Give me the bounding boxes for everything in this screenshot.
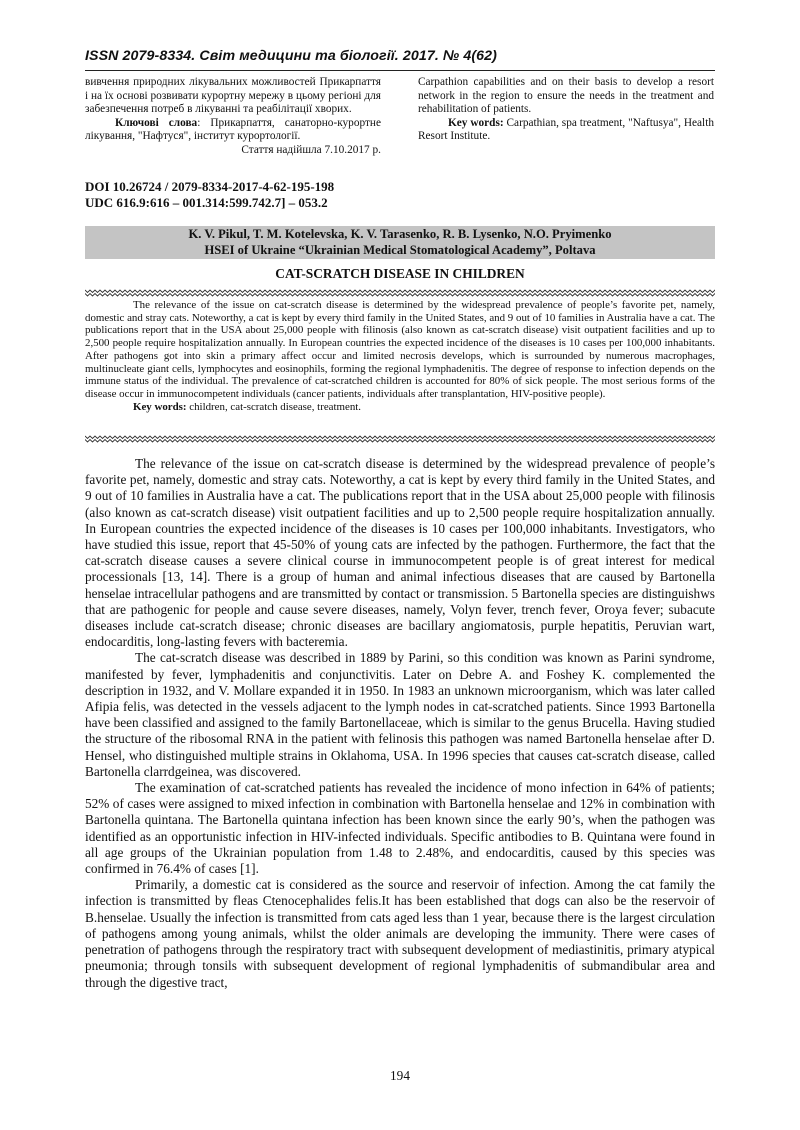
udc: UDC 616.9:616 – 001.314:599.742.7] – 053.2 [85,195,328,210]
article-title: CAT-SCRATCH DISEASE IN CHILDREN [275,266,525,281]
previous-article-right-column [418,76,714,144]
doi-block [85,179,334,211]
wavy-divider-bottom [85,435,715,443]
previous-article-left-column [85,76,381,158]
doi: DOI 10.26724 / 2079-8334-2017-4-62-195-198 [85,179,335,194]
body-paragraph: The cat-scratch disease was described in 1889 by Parini, so this condition was known as Parini syndrome, manifested by fever, lymphadenitis and conjunctivitis. Later on Debre A. and Foshey K. complemented the description in 1932, and V. Mollare expanded it in 1950. In 1983 an unknown microorganism, which was later called Afipia felis, was detected in the vessels adjacent to the lymph nodes in cat-scratched patients. Since 1993 Bartonella have been classified and assigned to the family Bartonellaceae, which is similar to the genus Brucella. Having studied the structure of the ribosomal RNA in the patient with felinosis this pathogen was named Bartonella henselae after D. Hensel, who distinguished multiple strains in Oklahoma, USA. In 1996 species that causes cat-scratch disease, called Bartonella clarrdgeinea, was discovered. [85,650,715,779]
abstract-text: The relevance of the issue on cat-scratch disease is determined by the widespread prevalence of people’s favorite pet, namely, domestic and stray cats. Noteworthy, a cat is kept by every third family in the United States, and 9 out of 10 families in Australia have a cat. The publications report that in the USA about 25,000 people with filinosis (also known as cat-scratch disease) visit outpatient facilities and up to 2,500 people require hospitalization annually. In European countries the expected incidence of the diseases is 10 cases per 100,000 inhabitants. After pathogens got into skin a primary affect occur and limited necrosis develops, which is surrounded by numerous macrophages, multinucleate giant cells, lymphocytes and eosinophils, forming the regional lymphadenitis. The degree of response to infection depends on the immune status of the individual. The prevalence of cat-scratched children is accounted for 80% of sick people. The most serious forms of the disease occur in immunocompetent individuals (cancer patients, individuals after transplantation, HIV-positive people). [85,299,715,400]
keywords-label: Key words: [133,400,187,413]
wavy-divider-top [85,289,715,297]
previous-article-text-uk: вивчення природних лікувальних можливостей Прикарпаття і на їх основі розвивати курортну мережу в цьому регіоні для забезпечення потреб в лікуванні та реабілітації хворих. [85,76,381,116]
keywords-text: children, cat-scratch disease, treatment. [186,400,362,413]
received-date: Стаття надійшла 7.10.2017 р. [241,143,381,156]
abstract [85,299,715,413]
keywords-text: : Прикарпаття, санаторно-курортне лікування, "Нафтуся", інститут курортології. [85,116,381,143]
previous-article-keywords-uk [85,117,381,144]
running-header: ISSN 2079-8334. Світ медицини та біології. 2017. № 4(62) [85,48,497,64]
keywords-label: Ключові слова [115,116,198,129]
body-paragraph: Primarily, a domestic cat is considered as the source and reservoir of infection. Among the cat family the infection is transmitted by fleas Ctenocephalides felis.It has been established that dogs can also be the reservoir of B.henselae. Usually the infection is transmitted from cats aged less than 1 year, because there is the largest circulation of pathogens among young animals, whilst the older animals are developing the immunity. There were cases of penetration of pathogens through the respiratory tract with subsequent development of mediastinitis, primary atypical pneumonia; through tonsils with subsequent development of regional lymphadenitis of submandibular area and through the digestive tract, [85,877,715,990]
article-body [85,456,715,991]
body-paragraph: The examination of cat-scratched patients has revealed the incidence of mono infection in 64% of patients; 52% of cases were assigned to mixed infection in combination with Bartonella henselae and 12% in combination with Bartonella quintana. The Bartonella quintana infection has been known since the early 90’s, when the pathogen was identified as an opportunistic infection in HIV-infected individuals. Specific antibodies to B. Quintana were found in all age groups of the Ukrainian population from 1.48 to 2.48%, and endocarditis, caused by this species was confirmed in 76.4% of cases [1]. [85,780,715,877]
author-band [85,226,715,259]
body-paragraph: The relevance of the issue on cat-scratch disease is determined by the widespread prevalence of people’s favorite pet, namely, domestic and stray cats. Noteworthy, a cat is kept by every third family in the United States, and 9 out of 10 families in Australia have a cat. The publications report that in the USA about 25,000 people with filinosis (also known as cat-scratch disease) visit outpatient facilities and up to 2,500 people require hospitalization annually. In European countries the expected incidence of the diseases is 10 cases per 100,000 inhabitants. Investigators, who have studied this issue, report that 45-50% of young cats are infected by the pathogen. Furthermore, the fact that the cat-scratch disease causes a severe clinical course in immunocompetent people is of great interest for medical processionals [13, 14]. There is a group of human and animal infectious diseases that are caused by Bartonella henselae intracellular pathogens and are transmitted by contact or transmission. 5 Bartonella species are distinguishws that are pathogenic for people and cause severe diseases, namely, Volyn fever, trench fever, Oroya fever; subacute diseases include cat-scratch disease; chronic diseases are bacillary angiomatosis, purple hepatitis, Peruvian wart, endocarditis, long-lasting fevers with bacteremia. [85,456,715,650]
abstract-keywords [85,401,715,414]
previous-article-keywords-en [418,117,714,144]
affiliation: HSEI of Ukraine “Ukrainian Medical Stomatological Academy”, Poltava [204,242,596,257]
keywords-label: Key words: [448,116,504,129]
keywords-text: Carpathian, spa treatment, "Naftusya", Health Resort Institute. [418,116,714,143]
authors: K. V. Pikul, T. M. Kotelevska, K. V. Tarasenko, R. B. Lysenko, N.O. Pryimenko [188,227,612,241]
header-rule [85,70,715,71]
previous-article-text-en: Carpathion capabilities and on their basis to develop a resort network in the region to ensure the needs in the treatment and rehabilitation of patients. [418,76,714,116]
page-number: 194 [390,1068,410,1083]
